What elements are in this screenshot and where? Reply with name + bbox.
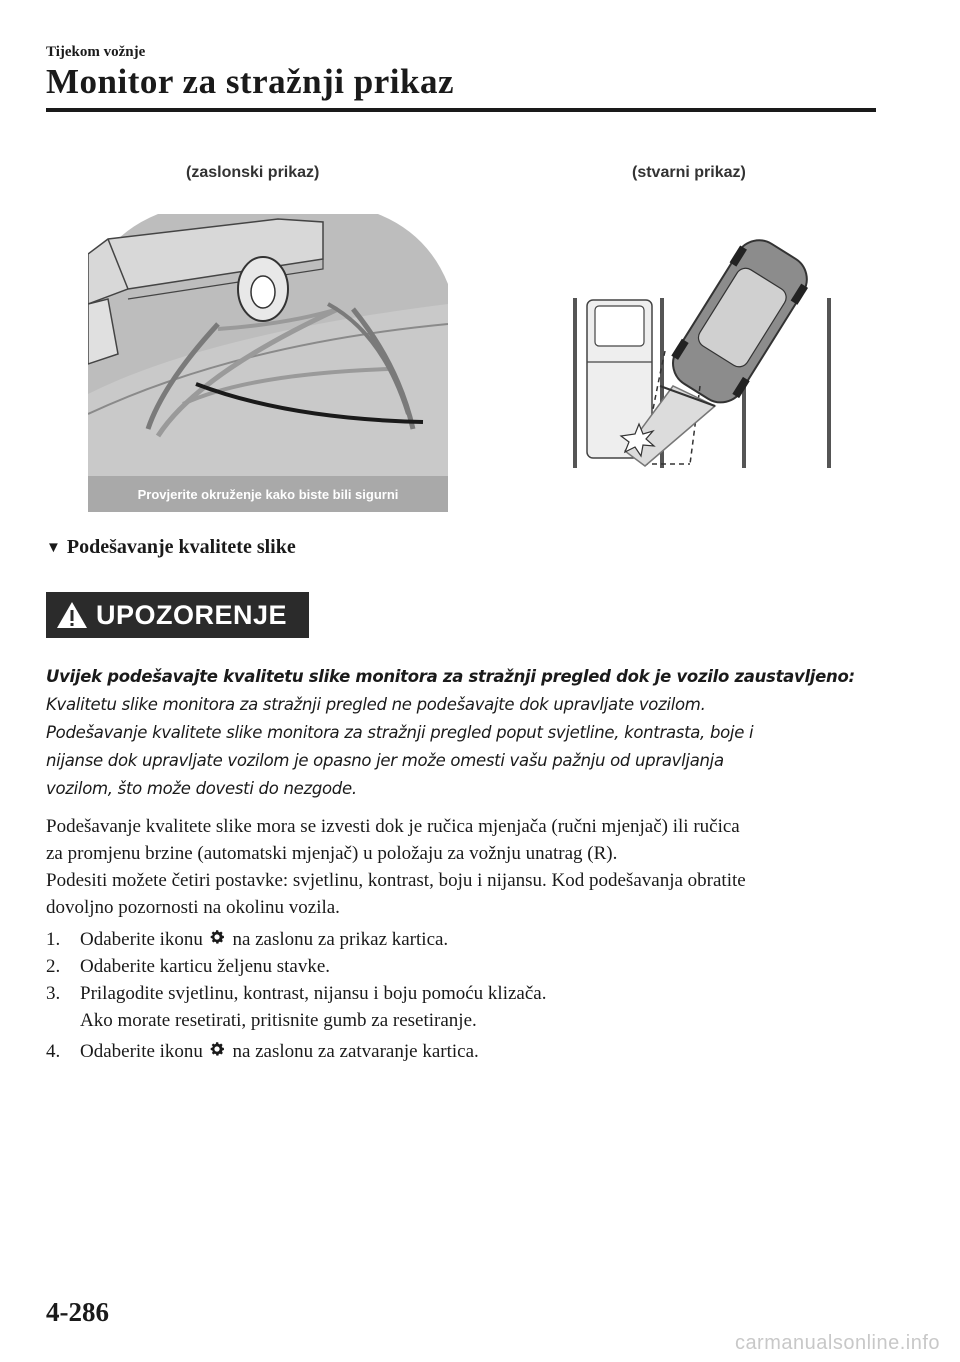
step-subtext: Ako morate resetirati, pritisnite gumb za resetiranje. (80, 1010, 477, 1031)
triangle-down-icon: ▼ (46, 540, 61, 556)
step-text-after: na zaslonu za prikaz kartica. (232, 929, 449, 950)
rear-camera-screen-illustration (88, 214, 448, 512)
list-item (46, 953, 330, 980)
warning-line-1: Uvijek podešavajte kvalitetu slike monitora za stražnji pregled dok je vozilo zaustavljeno: (46, 667, 855, 686)
page-title: Monitor za stražnji prikaz (46, 62, 454, 101)
warning-line-4: nijanse dok upravljate vozilom je opasno jer može omesti vašu pažnju od upravljanja (46, 751, 724, 770)
step-number: 4. (46, 1041, 61, 1062)
step-text: Prilagodite svjetlinu, kontrast, nijansu i boju pomoću klizača. (80, 983, 547, 1004)
actual-view-label: (stvarni prikaz) (632, 164, 746, 181)
paragraph-2-line-2: dovoljno pozornosti na okolinu vozila. (46, 897, 340, 918)
paragraph-1-line-2: za promjenu brzine (automatski mjenjač) u položaju za vožnju unatrag (R). (46, 843, 618, 864)
chapter-label: Tijekom vožnje (46, 44, 146, 60)
step-text-before: Odaberite ikonu (80, 929, 203, 950)
paragraph-2-line-1: Podesiti možete četiri postavke: svjetlinu, kontrast, boju i nijansu. Kod podešavanja obratite (46, 870, 746, 891)
warning-line-5: vozilom, što može dovesti do nezgode. (46, 779, 357, 798)
warning-badge (46, 592, 309, 638)
step-text: Odaberite karticu željenu stavke. (80, 956, 331, 977)
page-number: 4-286 (46, 1297, 109, 1327)
gear-icon (208, 928, 226, 946)
list-item (46, 1038, 479, 1065)
list-item (46, 980, 546, 1007)
step-number: 3. (46, 983, 61, 1004)
warning-line-3: Podešavanje kvalitete slike monitora za stražnji pregled poput svjetline, kontrasta, boje i (46, 723, 754, 742)
warning-text (46, 663, 876, 803)
watermark: carmanualsonline.info (734, 1332, 940, 1354)
step-number: 1. (46, 929, 61, 950)
title-rule (46, 108, 876, 112)
paragraph-1-line-1: Podešavanje kvalitete slike mora se izvesti dok je ručica mjenjača (ručni mjenjač) ili ručica (46, 816, 740, 837)
warning-badge-label: UPOZORENJE (96, 599, 288, 630)
paragraph-1 (46, 813, 876, 921)
parking-scene-illustration (555, 236, 845, 472)
step-text-before: Odaberite ikonu (80, 1041, 203, 1062)
section-heading (46, 536, 296, 559)
section-heading-text: Podešavanje kvalitete slike (66, 536, 296, 558)
list-item (46, 926, 448, 953)
screen-view-label: (zaslonski prikaz) (186, 164, 320, 181)
warning-line-2: Kvalitetu slike monitora za stražnji pregled ne podešavajte dok upravljate vozilom. (46, 695, 706, 714)
step-text-after: na zaslonu za zatvaranje kartica. (232, 1041, 479, 1062)
step-number: 2. (46, 956, 61, 977)
screen-caption: Provjerite okruženje kako biste bili sigurni (137, 487, 399, 502)
warning-triangle-icon (56, 601, 88, 629)
gear-icon (208, 1040, 226, 1058)
